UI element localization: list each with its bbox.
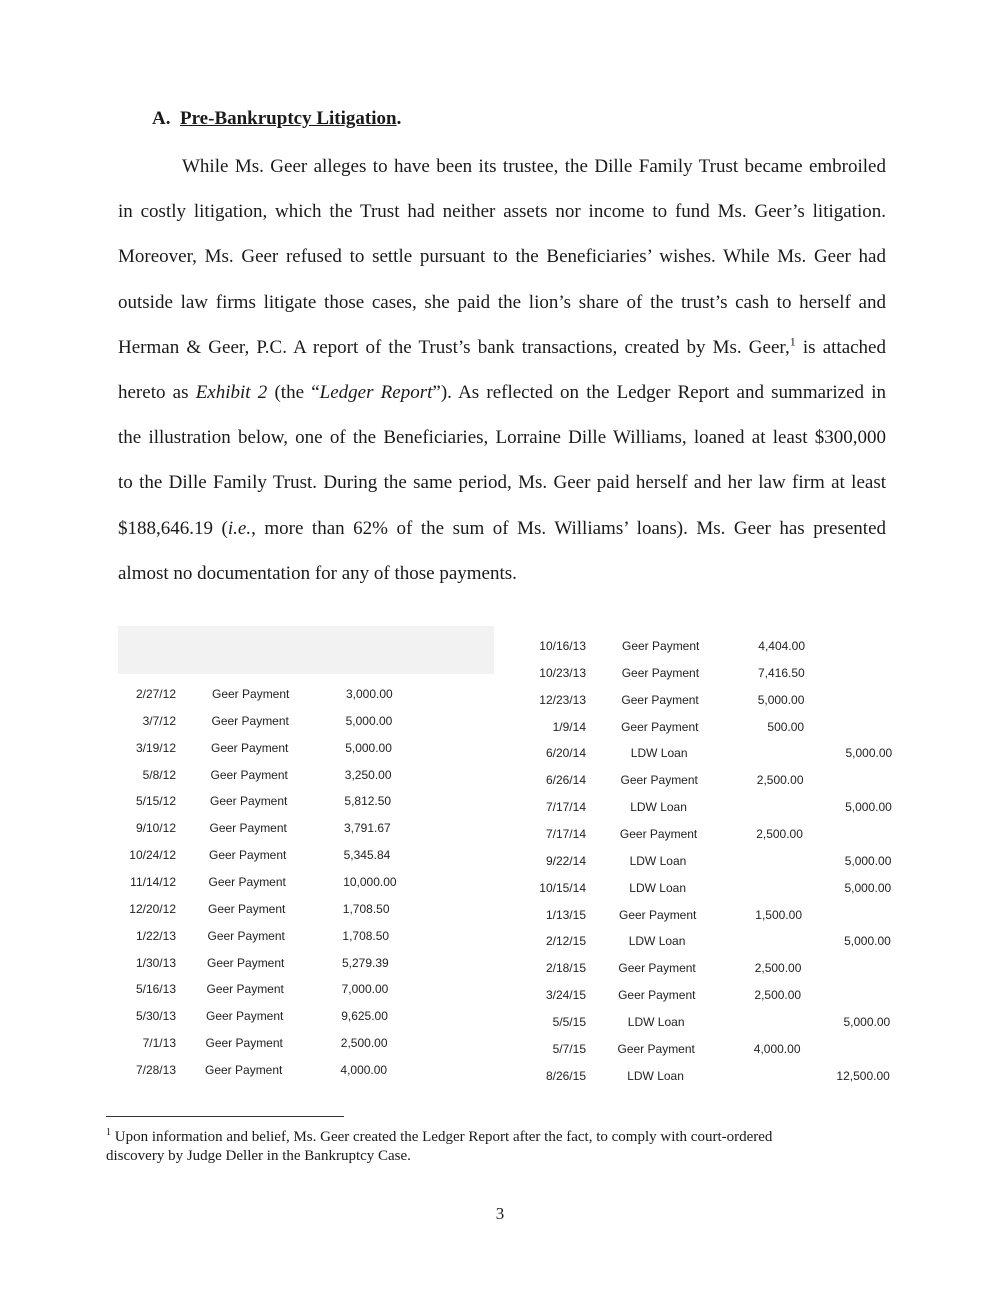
- footnote: [106, 1128, 886, 1166]
- ledger-description: LDW Loan: [630, 746, 688, 761]
- ledger-description: LDW Loan: [630, 800, 687, 815]
- ledger-payment: 3,250.00: [344, 767, 392, 782]
- ledger-date: 6/26/14: [545, 773, 586, 788]
- ledger-payment: 1,708.50: [342, 901, 390, 916]
- ledger-loan: 5,000.00: [845, 746, 893, 761]
- ledger-description: Geer Payment: [617, 1041, 695, 1056]
- ledger-loan: 5,000.00: [845, 800, 892, 815]
- ledger-description: Geer Payment: [619, 907, 697, 922]
- footnote-marker: 1: [106, 1127, 111, 1138]
- ledger-row: [0, 1042, 1000, 1058]
- ledger-payment: 10,000.00: [343, 874, 397, 889]
- ledger-date: 12/20/12: [129, 901, 176, 916]
- paragraph-line: to the Dille Family Trust. During the same period, Ms. Geer paid herself and her law firm at least: [118, 472, 886, 494]
- ledger-date: 9/22/14: [545, 853, 586, 868]
- ledger-date: 12/23/13: [539, 692, 586, 707]
- ledger-loan: 12,500.00: [836, 1068, 890, 1083]
- ledger-description: Geer Payment: [208, 901, 286, 916]
- ledger-row: [0, 666, 1000, 682]
- ledger-description: Geer Payment: [207, 928, 285, 943]
- ledger-payment: 5,345.84: [343, 848, 391, 863]
- ledger-description: Geer Payment: [206, 982, 284, 997]
- ledger-date: 7/17/14: [545, 826, 586, 841]
- ledger-loan: 5,000.00: [843, 1014, 891, 1029]
- ledger-date: 8/26/15: [545, 1068, 586, 1083]
- ledger-row: [0, 827, 1000, 843]
- ledger-row: [0, 881, 1000, 897]
- ledger-payment: 4,000.00: [753, 1041, 801, 1056]
- line5-text-end: is attached: [795, 336, 886, 358]
- line6-text-end: ”). As reflected on the Ledger Report and summarized in: [432, 382, 886, 404]
- ledger-description: Geer Payment: [206, 1009, 284, 1024]
- line9-text: $188,646.19 (: [118, 517, 228, 539]
- ledger-date: 10/16/13: [539, 639, 586, 653]
- ledger-payment: 5,279.39: [342, 955, 389, 970]
- paragraph-line: [118, 506, 886, 551]
- ledger-payment: 2,500.00: [754, 961, 802, 976]
- ledger-payment: 2,500.00: [340, 1036, 388, 1051]
- paragraph-line: Moreover, Ms. Geer refused to settle pursuant to the Beneficiaries’ wishes. While Ms. Geer had: [118, 246, 886, 268]
- ledger-date: 6/20/14: [545, 746, 586, 761]
- ledger-description: Geer Payment: [619, 826, 698, 841]
- ledger-payment: 2,500.00: [756, 773, 804, 788]
- ledger-date: 10/24/12: [129, 848, 176, 863]
- ledger-loan: 5,000.00: [844, 880, 892, 895]
- ledger-description: Geer Payment: [618, 961, 696, 976]
- ledger-row: [0, 934, 1000, 950]
- ledger-date: 5/30/13: [135, 1009, 176, 1024]
- footnote-rule: [106, 1116, 344, 1117]
- ledger-date: 1/9/14: [552, 719, 586, 734]
- ledger-date: 5/8/12: [142, 767, 176, 782]
- ledger-row: [0, 773, 1000, 789]
- body-paragraph: [118, 144, 886, 596]
- ledger-date: 5/16/13: [135, 982, 176, 997]
- footnote-ref: 1: [789, 334, 796, 349]
- section-number: A.: [152, 108, 171, 129]
- paragraph-line: While Ms. Geer alleges to have been its trustee, the Dille Family Trust became embroiled: [182, 156, 886, 177]
- line6-text: hereto as: [118, 382, 196, 404]
- ledger-payment: 2,500.00: [754, 988, 802, 1003]
- ledger-date: 2/12/15: [545, 934, 586, 949]
- ledger-payment: 9,625.00: [341, 1009, 388, 1024]
- ledger-report-term: Ledger Report: [319, 382, 433, 404]
- ledger-description: Geer Payment: [211, 740, 289, 755]
- ledger-description: Geer Payment: [209, 848, 287, 863]
- ledger-row: [0, 720, 1000, 736]
- ledger-description: Geer Payment: [210, 794, 288, 809]
- ledger-description: Geer Payment: [209, 821, 287, 836]
- ledger-payment: 3,791.67: [344, 821, 391, 836]
- ledger-row: [0, 746, 1000, 762]
- footnote-line: discovery by Judge Deller in the Bankruptcy Case.: [106, 1148, 411, 1164]
- paragraph-line: almost no documentation for any of those payments.: [118, 562, 517, 584]
- ledger-row: [0, 961, 1000, 977]
- ledger-description: LDW Loan: [627, 1014, 685, 1029]
- ledger-row: [0, 693, 1000, 709]
- ledger-row: [0, 1015, 1000, 1031]
- ledger-date: 1/30/13: [135, 955, 176, 970]
- ledger-row: [0, 800, 1000, 816]
- ledger-description: LDW Loan: [629, 880, 686, 895]
- paragraph-line: outside law firms litigate those cases, she paid the lion’s share of the trust’s cash to herself and: [118, 291, 886, 313]
- paragraph-line: the illustration below, one of the Beneficiaries, Lorraine Dille Williams, loaned at least $300,000: [118, 427, 886, 449]
- ledger-description: Geer Payment: [621, 719, 699, 734]
- ledger-date: 3/7/12: [142, 713, 176, 728]
- ledger-description: Geer Payment: [208, 874, 286, 889]
- ledger-description: Geer Payment: [212, 687, 290, 701]
- ledger-date: 2/18/15: [545, 961, 586, 976]
- ledger-description: Geer Payment: [621, 665, 700, 680]
- ledger-date: 10/15/14: [539, 880, 586, 895]
- ie-abbreviation: i.e.: [227, 517, 252, 539]
- ledger-payment: 500.00: [767, 719, 805, 734]
- ledger-payment: 4,404.00: [758, 639, 805, 653]
- ledger-description: Geer Payment: [618, 988, 696, 1003]
- ledger-row: [0, 854, 1000, 870]
- section-title: Pre-Bankruptcy Litigation: [179, 108, 397, 129]
- section-heading: [152, 108, 401, 130]
- ledger-row: [0, 908, 1000, 924]
- ledger-loan: 5,000.00: [844, 934, 891, 949]
- ledger-payment: 7,000.00: [341, 982, 389, 997]
- ledger-payment: 4,000.00: [340, 1062, 388, 1077]
- line5-text: Herman & Geer, P.C. A report of the Trust’s bank transactions, created by Ms. Geer,: [118, 336, 790, 358]
- page-number: 3: [495, 1204, 505, 1223]
- ledger-description: LDW Loan: [627, 1068, 684, 1083]
- ledger-date: 10/23/13: [539, 665, 586, 680]
- paragraph-line: in costly litigation, which the Trust had neither assets nor income to fund Ms. Geer’s litigation.: [118, 201, 886, 223]
- ledger-description: Geer Payment: [211, 713, 289, 728]
- ledger-date: 11/14/12: [130, 874, 176, 889]
- line6-text-mid: (the “: [267, 382, 320, 404]
- ledger-row: [0, 988, 1000, 1004]
- ledger-date: 7/17/14: [545, 800, 586, 815]
- ledger-description: Geer Payment: [621, 692, 699, 707]
- paragraph-line: [118, 325, 886, 370]
- ledger-payment: 5,000.00: [345, 713, 393, 728]
- ledger-date: 5/5/15: [552, 1014, 586, 1029]
- paragraph-line: [118, 370, 886, 415]
- ledger-row: [0, 639, 1000, 655]
- ledger-payment: 7,416.50: [757, 665, 805, 680]
- ledger-payment: 5,000.00: [757, 692, 805, 707]
- ledger-date: 9/10/12: [135, 821, 176, 836]
- ledger-payment: 1,500.00: [755, 907, 802, 922]
- ledger-payment: 2,500.00: [756, 826, 803, 841]
- ledger-loan: 5,000.00: [844, 853, 892, 868]
- ledger-date: 5/15/12: [135, 794, 176, 809]
- ledger-date: 1/22/13: [135, 928, 176, 943]
- ledger-description: Geer Payment: [205, 1036, 283, 1051]
- ledger-date: 1/13/15: [545, 907, 586, 922]
- ledger-description: Geer Payment: [620, 773, 698, 788]
- ledger-date: 2/27/12: [135, 687, 176, 701]
- exhibit-reference: Exhibit 2: [195, 382, 268, 404]
- ledger-date: 3/24/15: [545, 988, 586, 1003]
- ledger-description: Geer Payment: [205, 1062, 283, 1077]
- ledger-date: 7/1/13: [142, 1036, 176, 1051]
- ledger-row: [0, 1069, 1000, 1085]
- ledger-description: Geer Payment: [210, 767, 288, 782]
- section-title-period: .: [396, 108, 402, 129]
- ledger-description: LDW Loan: [628, 934, 686, 949]
- footnote-line: Upon information and belief, Ms. Geer created the Ledger Report after the fact, to comply with court-ordered: [111, 1129, 773, 1145]
- ledger-description: Geer Payment: [207, 955, 285, 970]
- ledger-payment: 3,000.00: [346, 687, 393, 701]
- ledger-date: 5/7/15: [552, 1041, 586, 1056]
- ledger-payment: 5,812.50: [344, 794, 392, 809]
- line9-text-end: , more than 62% of the sum of Ms. Williams’ loans). Ms. Geer has presented: [251, 517, 887, 539]
- ledger-payment: 5,000.00: [345, 740, 392, 755]
- ledger-description: LDW Loan: [629, 853, 687, 868]
- ledger-description: Geer Payment: [622, 639, 700, 653]
- ledger-date: 7/28/13: [135, 1062, 176, 1077]
- ledger-date: 3/19/12: [135, 740, 176, 755]
- ledger-payment: 1,708.50: [342, 928, 390, 943]
